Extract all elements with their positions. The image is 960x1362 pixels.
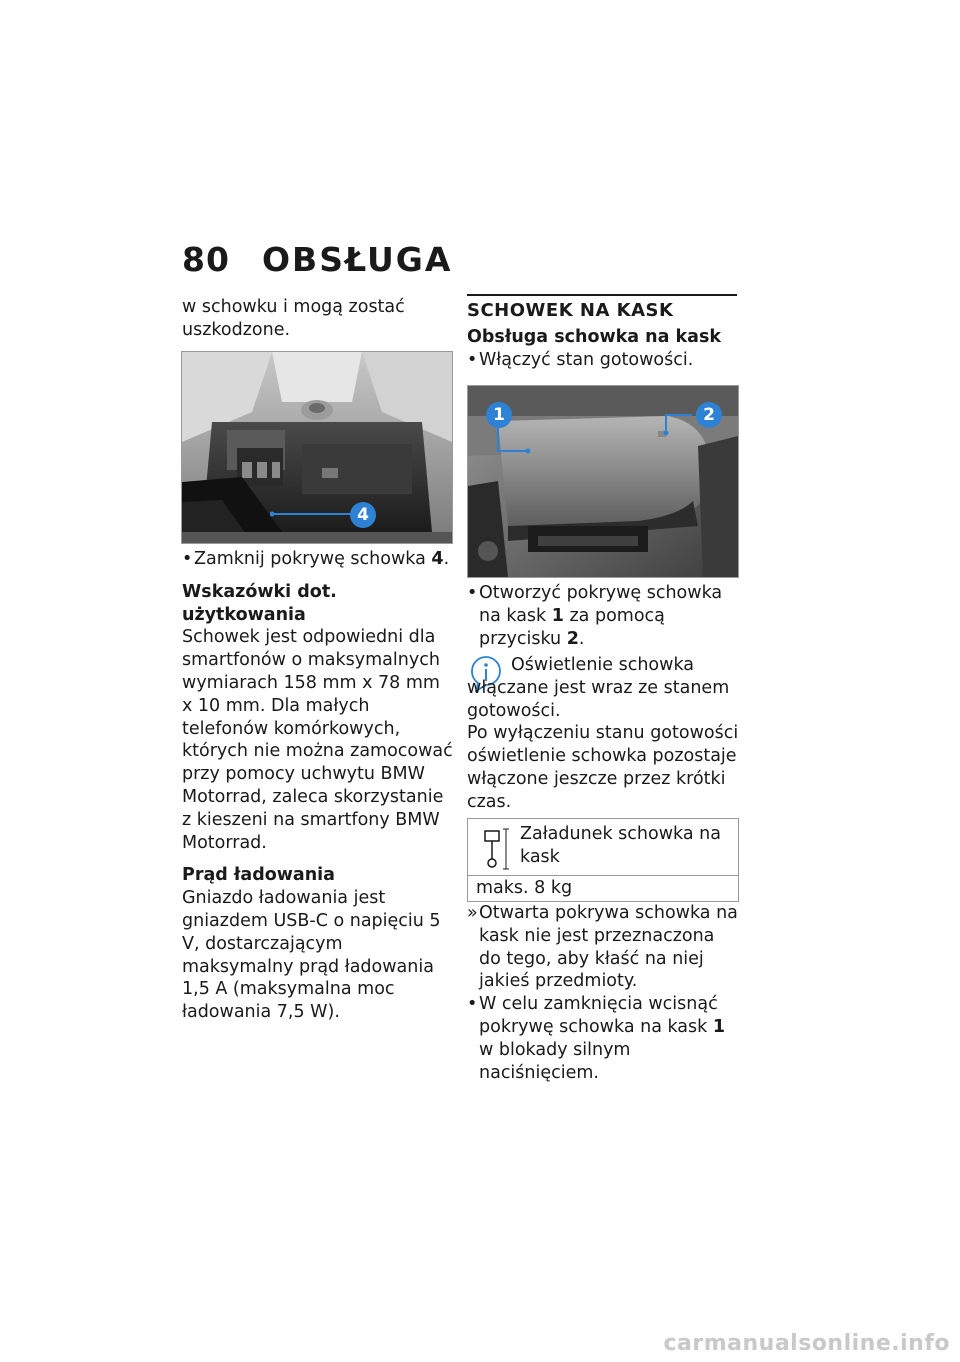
chapter-title: OBSŁUGA xyxy=(262,240,453,279)
info-block xyxy=(467,654,739,814)
intro-text: w schowku i mogą zostać uszkodzone. xyxy=(182,297,405,340)
close-lid-step: • Zamknij pokrywę schowka 4. xyxy=(182,548,454,571)
close-helmet-ref: 1 xyxy=(712,1016,726,1037)
right-top xyxy=(467,326,739,372)
close-helmet-lid-step xyxy=(467,993,739,1084)
left-body xyxy=(182,548,454,1024)
load-label: Załadunek schowka na kask xyxy=(520,824,721,867)
charging-heading: Prąd ładowania xyxy=(182,865,335,886)
weight-icon xyxy=(482,825,510,871)
open-lid-step xyxy=(467,582,739,650)
info-text-2: Po wyłączeniu stanu gotowości oświetlenie schowka pozostaje włączone jeszcze przez krótki czas. xyxy=(467,723,739,812)
close-lid-ref: 4 xyxy=(431,549,444,569)
charging-text: Gniazdo ładowania jest gniazdem USB-C o napięciu 5 V, dostarczającym maksymalny prąd ładowania 1,5 A (maksymalna moc ładowania 7,5 W). xyxy=(182,888,441,1023)
open-lid-ref-2: 2 xyxy=(566,628,579,649)
open-lid-ref-1: 1 xyxy=(551,605,564,626)
load-spec-box xyxy=(467,818,739,902)
info-text: Oświetlenie schowka włączane jest wraz ze stanem gotowości. xyxy=(467,655,730,721)
usage-text: Schowek jest odpowiedni dla smartfonów o maksymalnych wymiarach 158 mm x 78 mm x 10 mm. Dla małych telefonów komórkowych, których nie można zamocować przy pomocy uchwytu BMW Motorrad, zaleca skorzystanie z kieszeni na smartfony BMW Motorrad. xyxy=(182,627,453,853)
page-number: 80 xyxy=(182,240,230,279)
section-title: SCHOWEK NA KASK xyxy=(467,300,674,321)
right-bottom xyxy=(467,902,739,1084)
open-lid-text-a: Otworzyć pokrywę schowka na kask xyxy=(479,583,723,626)
section-rule xyxy=(467,294,737,296)
lid-warning-result: » Otwarta pokrywa schowka na kask nie jest przeznaczona do tego, aby kłaść na niej jakieś przedmioty. xyxy=(467,902,739,993)
callout-4-leader xyxy=(270,505,360,525)
right-open-step xyxy=(467,582,739,650)
left-intro xyxy=(182,296,454,342)
close-helmet-text-b: w blokady silnym naciśnięciem. xyxy=(479,1039,631,1083)
open-lid-text-b: za pomocą przycisku xyxy=(479,605,665,649)
close-helmet-text-a: W celu zamknięcia wcisnąć pokrywę schowka na kask xyxy=(479,994,718,1037)
load-value: maks. 8 kg xyxy=(476,878,573,898)
callout-2: 2 xyxy=(696,402,722,428)
callout-4: 4 xyxy=(350,502,376,528)
callout-leaders xyxy=(480,395,710,465)
step-standby: • Włączyć stan gotowości. xyxy=(467,349,739,372)
load-box-divider xyxy=(468,875,738,876)
sub-heading: Obsługa schowka na kask xyxy=(467,327,722,347)
watermark: carmanualsonline.info xyxy=(663,1331,950,1356)
open-lid-text-c: . xyxy=(578,628,585,649)
usage-heading: Wskazówki dot. użytkowania xyxy=(182,581,337,625)
callout-1: 1 xyxy=(486,402,512,428)
close-lid-text: Zamknij pokrywę schowka xyxy=(194,549,432,569)
